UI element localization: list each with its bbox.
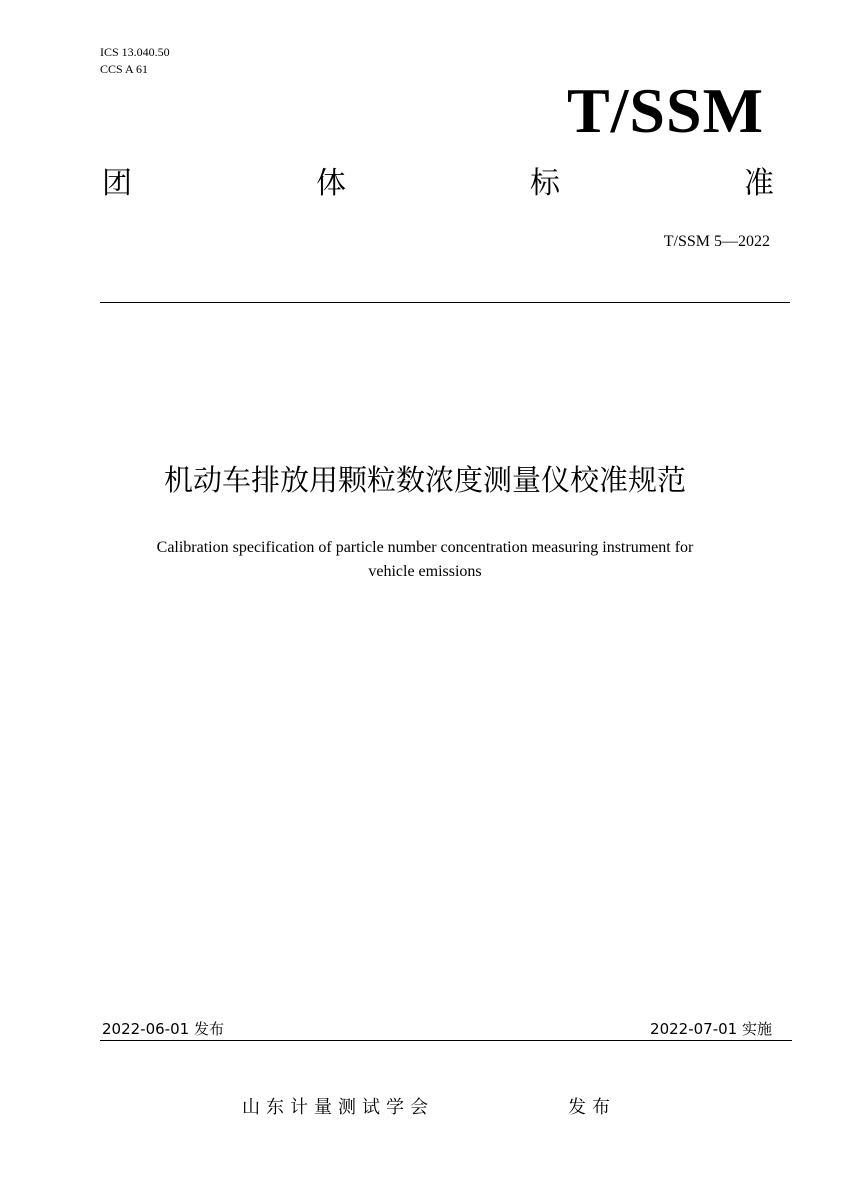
standard-logo: T/SSM [566,75,764,146]
publish-label: 发布 [568,1097,616,1118]
classification-codes [100,44,170,78]
implement-date: 2022-07-01 实施 [650,1020,772,1038]
ccs-code: CCS A 61 [100,62,149,76]
title-chinese: 机动车排放用颗粒数浓度测量仪校准规范 [163,463,686,497]
standard-type-char: 团 [102,166,132,201]
header-divider [100,302,790,303]
title-english-line2: vehicle emissions [368,563,482,580]
standard-number: T/SSM 5—2022 [663,233,770,250]
title-english [75,536,775,584]
standard-type-char: 标 [530,166,560,201]
standard-type-char: 体 [316,166,346,201]
publisher-name: 山东计量测试学会 [242,1097,434,1118]
standard-type-char: 准 [744,166,774,201]
publish-date: 2022-06-01 发布 [102,1020,224,1038]
title-english-line1: Calibration specification of particle number concentration measuring instrument for [156,539,694,556]
standard-type [102,166,774,202]
footer-divider [100,1040,792,1041]
ics-code: ICS 13.040.50 [100,45,170,59]
